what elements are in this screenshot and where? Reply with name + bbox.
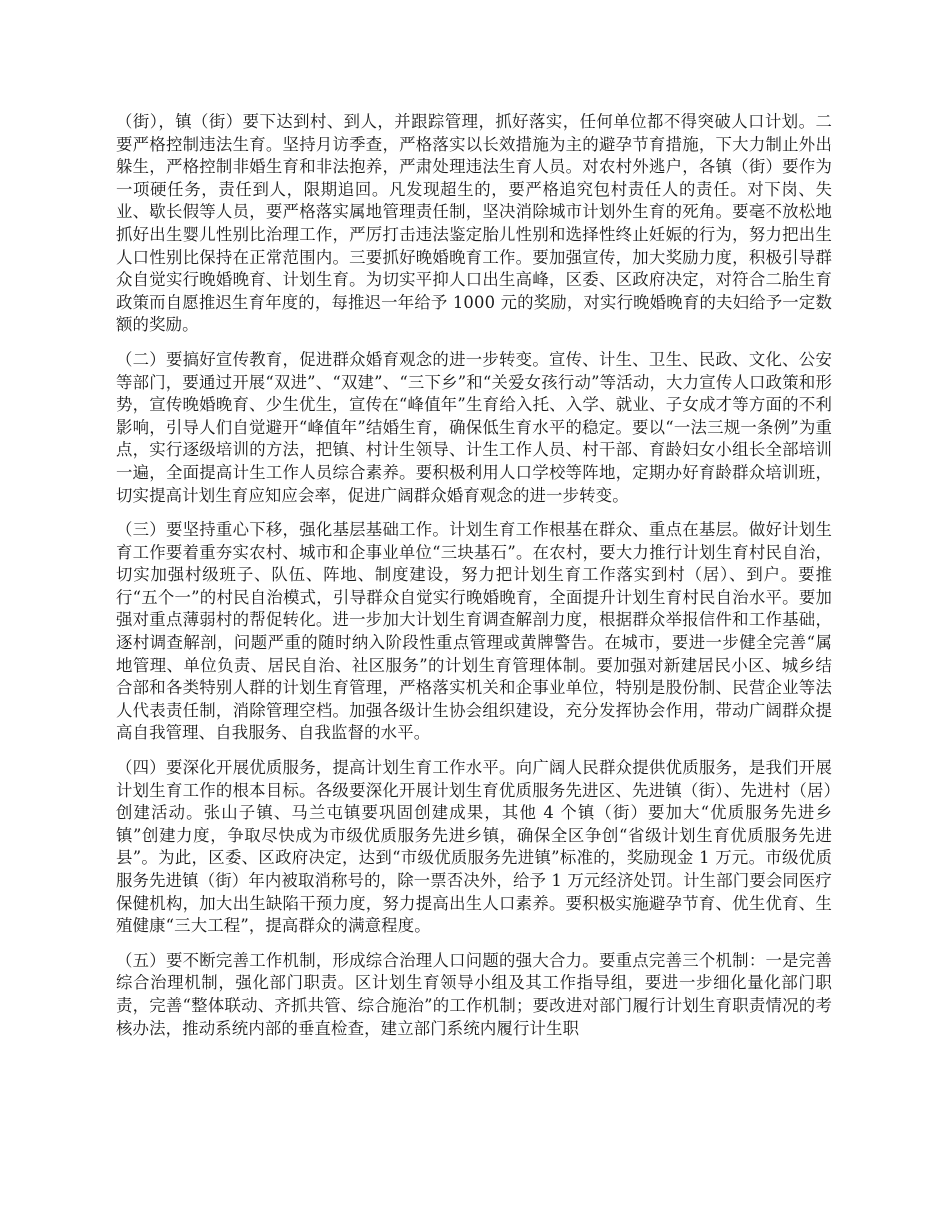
paragraph-3: （三）要坚持重心下移，强化基层基础工作。计划生育工作根基在群众、重点在基层。做好计划生育工作要着重夯实农村、城市和企事业单位“三块基石”。在农村，要大力推行计划生育村民自治，切实加强村级班子、队伍、阵地、制度建设，努力把计划生育工作落实到村（居）、到户。要推行“五个一”的村民自治模式，引导群众自觉实行晚婚晚育，全面提升计划生育村民自治水平。要加强对重点薄弱村的帮促转化。进一步加大计划生育调查解剖力度，根据群众举报信件和工作基础，逐村调查解剖，问题严重的随时纳入阶段性重点管理或黄牌警告。在城市，要进一步健全完善“属地管理、单位负责、居民自治、社区服务”的计划生育管理体制。要加强对新建居民小区、城乡结合部和各类特别人群的计划生育管理，严格落实机关和企事业单位，特别是股份制、民营企业等法人代表责任制，消除管理空档。加强各级计生协会组织建设，充分发挥协会作用，带动广阔群众提高自我管理、自我服务、自我监督的水平。 [116,520,832,743]
paragraph-5: （五）要不断完善工作机制，形成综合治理人口问题的强大合力。要重点完善三个机制：一是完善综合治理机制，强化部门职责。区计划生育领导小组及其工作指导组，要进一步细化量化部门职责，完善“整体联动、齐抓共管、综合施治”的工作机制；要改进对部门履行计划生育职责情况的考核办法，推动系统内部的垂直检查，建立部门系统内履行计生职 [116,950,832,1038]
paragraph-2: （二）要搞好宣传教育，促进群众婚育观念的进一步转变。宣传、计生、卫生、民政、文化、公安等部门，要通过开展“双进”、“双建”、“三下乡”和“关爱女孩行动”等活动，大力宣传人口政策和形势，宣传晚婚晚育、少生优生，宣传在“峰值年”生育给入托、入学、就业、子女成才等方面的不利影响，引导人们自觉避开“峰值年”结婚生育，确保低生育水平的稳定。要以“一法三规一条例”为重点，实行逐级培训的方法，把镇、村计生领导、计生工作人员、村干部、育龄妇女小组长全部培训一遍，全面提高计生工作人员综合素养。要积极利用人口学校等阵地，定期办好育龄群众培训班，切实提高计划生育应知应会率，促进广阔群众婚育观念的进一步转变。 [116,349,832,505]
paragraph-1: （街），镇（街）要下达到村、到人，并跟踪管理，抓好落实，任何单位都不得突破人口计划。二要严格控制违法生育。坚持月访季查，严格落实以长效措施为主的避孕节育措施，下大力制止外出躲生，严格控制非婚生育和非法抱养，严肃处理违法生育人员。对农村外逃户，各镇（街）要作为一项硬任务，责任到人，限期追回。凡发现超生的，要严格追究包村责任人的责任。对下岗、失业、歇长假等人员，要严格落实属地管理责任制，坚决消除城市计划外生育的死角。要毫不放松地抓好出生婴儿性别比治理工作，严厉打击违法鉴定胎儿性别和选择性终止妊娠的行为，努力把出生人口性别比保持在正常范围内。三要抓好晚婚晚育工作。要加强宣传，加大奖励力度，积极引导群众自觉实行晚婚晚育、计划生育。为切实平抑人口出生高峰，区委、区政府决定，对符合二胎生育政策而自愿推迟生育年度的，每推迟一年给予 1000 元的奖励，对实行晚婚晚育的夫妇给予一定数额的奖励。 [116,112,832,335]
paragraph-4: （四）要深化开展优质服务，提高计划生育工作水平。向广阔人民群众提供优质服务，是我们开展计划生育工作的根本目标。各级要深化开展计划生育优质服务先进区、先进镇（街）、先进村（居）创建活动。张山子镇、马兰屯镇要巩固创建成果，其他 4 个镇（街）要加大“优质服务先进乡镇”创建力度，争取尽快成为市级优质服务先进乡镇，确保全区争创“省级计划生育优质服务先进县”。为此，区委、区政府决定，达到“市级优质服务先进镇”标准的，奖励现金 1 万元。市级优质服务先进镇（街）年内被取消称号的，除一票否决外，给予 1 万元经济处罚。计生部门要会同医疗保健机构，加大出生缺陷干预力度，努力提高出生人口素养。要积极实施避孕节育、优生优育、生殖健康“三大工程”，提高群众的满意程度。 [116,758,833,936]
